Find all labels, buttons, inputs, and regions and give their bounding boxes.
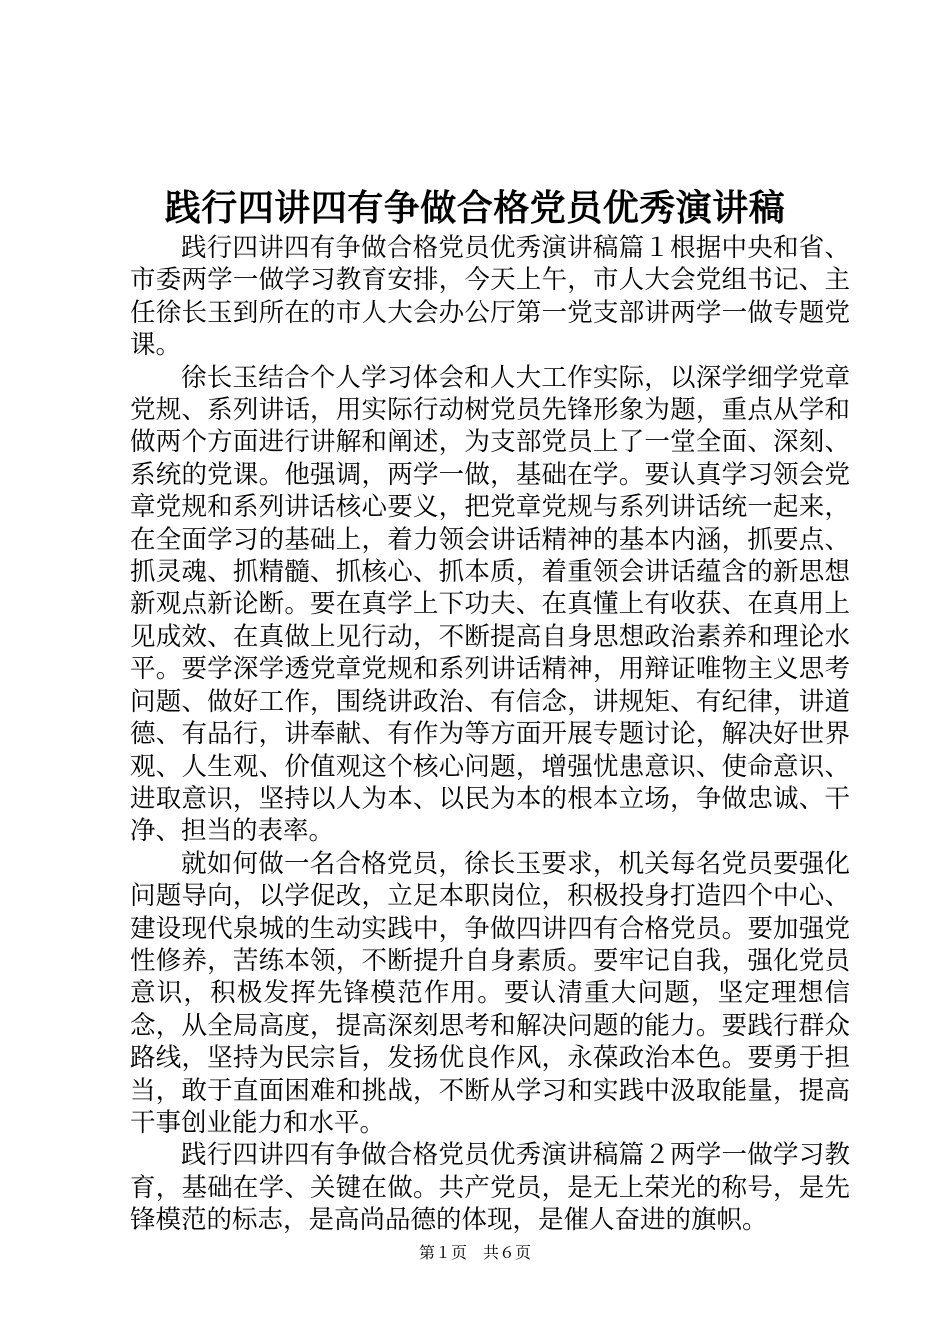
document-title: 践行四讲四有争做合格党员优秀演讲稿 bbox=[164, 187, 786, 229]
paragraph-1: 践行四讲四有争做合格党员优秀演讲稿篇１根据中央和省、市委两学一做学习教育安排，今天上午，市人大会党组书记、主任徐长玉到所在的市人大会办公厅第一党支部讲两学一做专题党课。 bbox=[130, 233, 850, 361]
paragraph-2: 徐长玉结合个人学习体会和人大工作实际，以深学细学党章党规、系列讲话，用实际行动树党员先锋形象为题，重点从学和做两个方面进行讲解和阐述，为支部党员上了一堂全面、深刻、系统的党课。他强调，两学一做，基础在学。要认真学习领会党章党规和系列讲话核心要义，把党章党规与系列讲话统一起来，在全面学习的基础上，着力领会讲话精神的基本内涵，抓要点、抓灵魂、抓精髓、抓核心、抓本质，着重领会讲话蕴含的新思想新观点新论断。要在真学上下功夫、在真懂上有收获、在真用上见成效、在真做上见行动，不断提高自身思想政治素养和理论水平。要学深学透党章党规和系列讲话精神，用辩证唯物主义思考问题、做好工作，围绕讲政治、有信念，讲规矩、有纪律，讲道德、有品行，讲奉献、有作为等方面开展专题讨论，解决好世界观、人生观、价值观这个核心问题，增强忧患意识、使命意识、进取意识，坚持以人为本、以民为本的根本立场，争做忠诚、干净、担当的表率。 bbox=[130, 362, 850, 847]
page-number-footer: 第１页 共６页 bbox=[418, 1243, 531, 1262]
paragraph-4: 践行四讲四有争做合格党员优秀演讲稿篇２两学一做学习教育，基础在学、关键在做。共产党员，是无上荣光的称号，是先锋模范的标志，是高尚品德的体现，是催人奋进的旗帜。 bbox=[130, 1140, 850, 1236]
paragraph-3: 就如何做一名合格党员，徐长玉要求，机关每名党员要强化问题导向，以学促改，立足本职岗位，积极投身打造四个中心、建设现代泉城的生动实践中，争做四讲四有合格党员。要加强党性修养，苦练本领，不断提升自身素质。要牢记自我，强化党员意识，积极发挥先锋模范作用。要认清重大问题，坚定理想信念，从全局高度，提高深刻思考和解决问题的能力。要践行群众路线，坚持为民宗旨，发扬优良作风，永葆政治本色。要勇于担当，敢于直面困难和挑战，不断从学习和实践中汲取能量，提高干事创业能力和水平。 bbox=[130, 848, 850, 1138]
document-body bbox=[130, 232, 850, 1237]
